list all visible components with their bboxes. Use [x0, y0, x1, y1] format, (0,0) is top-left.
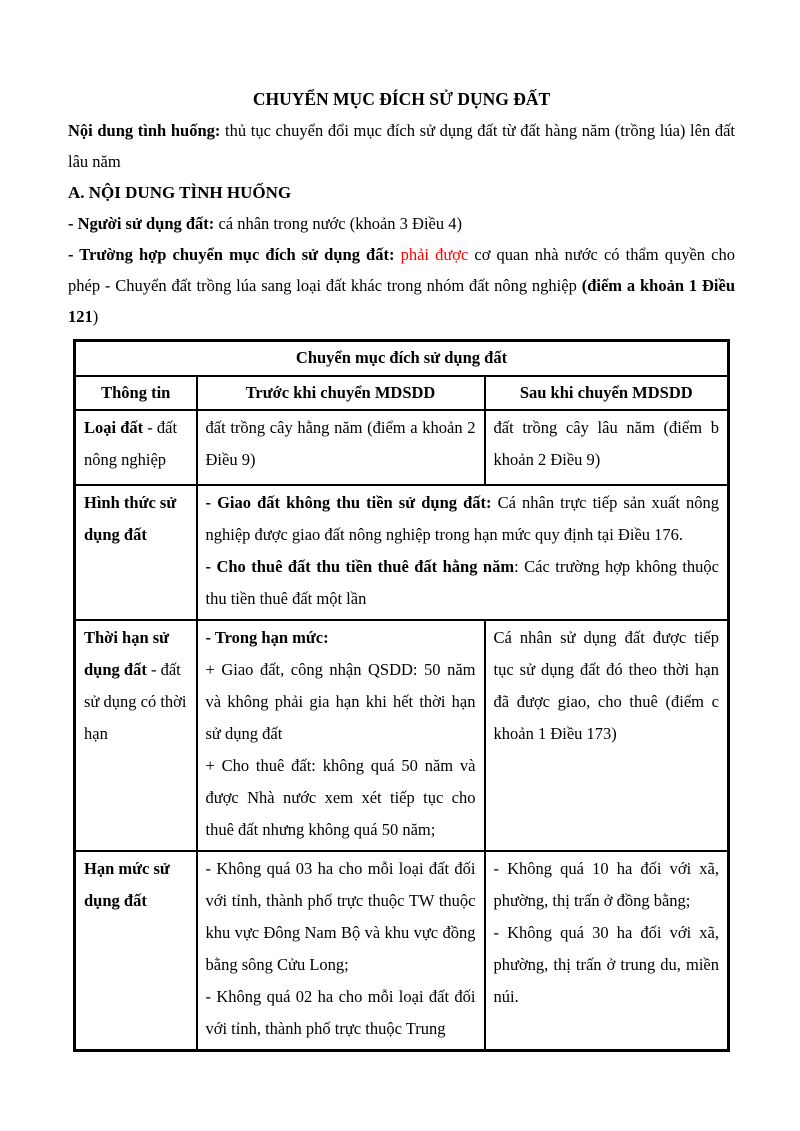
- bold-legal-reference: (điểm a khoản 1 Điều 121: [68, 276, 735, 326]
- cell-loai-dat-rest: - đất nông nghiệp: [84, 417, 178, 469]
- cell-loai-dat-truoc: đất trồng cây hằng năm (điểm a khoản 2 Điều 9): [197, 410, 485, 485]
- cell-loai-dat-bold: Loại đất: [84, 417, 144, 437]
- hinh-thuc-paragraph-1: [206, 487, 720, 551]
- cell-han-muc-label: [75, 851, 197, 1051]
- cell-thoi-han-bold: Thời hạn sử dụng đất: [84, 627, 170, 679]
- cell-loai-dat-sau: đất trồng cây lâu năm (điểm b khoản 2 Điều 9): [485, 410, 729, 485]
- table-title-row: [75, 341, 729, 376]
- bullet-nguoi-su-dung-dat: [68, 208, 735, 239]
- cho-thue-50-nam-text: + Cho thuê đất: không quá 50 năm và được Nhà nước xem xét tiếp tục cho thuê đất nhưng không quá 50 năm;: [205, 755, 476, 839]
- cell-han-muc-truoc: [197, 851, 485, 1051]
- land-use-conversion-table: [73, 339, 730, 1052]
- han-muc-02ha-text: - Không quá 02 ha cho mỗi loại đất đối với tỉnh, thành phố trực thuộc Trung: [205, 986, 476, 1038]
- intro-text: thủ tục chuyển đổi mục đích sử dụng đất từ đất hàng năm (trồng lúa) lên đất lâu năm: [68, 121, 735, 171]
- cell-hinh-thuc-bold: Hình thức sử dụng đất: [84, 492, 177, 544]
- table-title: Chuyển mục đích sử dụng đất: [75, 341, 729, 376]
- hinh-thuc-paragraph-2: [206, 551, 720, 615]
- giao-dat-qsdd-text: + Giao đất, công nhận QSDD: 50 năm và không phải gia hạn khi hết thời hạn sử dụng đất: [205, 659, 476, 743]
- han-muc-30ha-text: - Không quá 30 ha đối với xã, phường, thị trấn ở trung du, miền núi.: [493, 922, 719, 1006]
- table-row-han-muc: [75, 851, 729, 1051]
- cell-han-muc-sau: [485, 851, 729, 1051]
- bullet1-label: - Người sử dụng đất:: [68, 214, 215, 233]
- intro-paragraph: [68, 115, 735, 177]
- han-muc-10ha-text: - Không quá 10 ha đối với xã, phường, thị trấn ở đồng bằng;: [493, 858, 719, 910]
- han-muc-03ha-text: - Không quá 03 ha cho mỗi loại đất đối với tỉnh, thành phố trực thuộc TW thuộc khu vực Đông Nam Bộ và khu vực đồng bằng sông Cửu Long;: [205, 858, 476, 974]
- column-header-thong-tin: Thông tin: [75, 376, 197, 410]
- intro-label: Nội dung tình huống:: [68, 121, 221, 140]
- cell-han-muc-bold: Hạn mức sử dụng đất: [84, 858, 170, 910]
- highlighted-text: phải được: [394, 245, 469, 264]
- bullet-truong-hop-chuyen: [68, 239, 735, 332]
- cell-hinh-thuc-label: [75, 485, 197, 620]
- page-title: CHUYỂN MỤC ĐÍCH SỬ DỤNG ĐẤT: [252, 89, 551, 109]
- table-row-thoi-han: [75, 620, 729, 851]
- bullet1-text: cá nhân trong nước (khoản 3 Điều 4): [214, 214, 462, 233]
- column-header-sau-khi-chuyen: Sau khi chuyển MDSDD: [485, 376, 729, 410]
- cell-thoi-han-sau: Cá nhân sử dụng đất được tiếp tục sử dụng đất đó theo thời hạn đã được giao, cho thuê (điểm c khoản 1 Điều 173): [485, 620, 729, 851]
- giao-dat-text: Cá nhân trực tiếp sản xuất nông nghiệp được giao đất nông nghiệp trong hạn mức quy định tại Điều 176.: [205, 492, 719, 544]
- giao-dat-bold: - Giao đất không thu tiền sử dụng đất:: [205, 492, 492, 512]
- table-header-row: [75, 376, 729, 410]
- cho-thue-text: : Các trường hợp không thuộc thu tiền thuê đất một lần: [205, 556, 719, 608]
- table-row-loai-dat: [75, 410, 729, 485]
- cell-hinh-thuc-merged: [197, 485, 729, 620]
- cell-thoi-han-label: [75, 620, 197, 851]
- column-header-truoc-khi-chuyen: Trước khi chuyển MDSDD: [197, 376, 485, 410]
- trong-han-muc-heading: [206, 622, 476, 654]
- table-row-hinh-thuc: [75, 485, 729, 620]
- bullet2-text: cơ quan nhà nước có thẩm quyền cho phép - Chuyển đất trồng lúa sang loại đất khác trong nhóm đất nông nghiệp: [68, 245, 735, 295]
- cell-thoi-han-truoc: [197, 620, 485, 851]
- cho-thue-bold: - Cho thuê đất thu tiền thuê đất hằng năm: [205, 556, 515, 576]
- bullet2-label: - Trường hợp chuyển mục đích sử dụng đất:: [68, 245, 395, 264]
- bullet2-text-end: ): [92, 307, 99, 326]
- cell-thoi-han-rest: - đất sử dụng có thời hạn: [84, 659, 187, 743]
- cell-loai-dat-label: [75, 410, 197, 485]
- section-heading: A. NỘI DUNG TÌNH HUỐNG: [68, 183, 292, 202]
- trong-han-muc-bold: - Trong hạn mức:: [205, 627, 329, 647]
